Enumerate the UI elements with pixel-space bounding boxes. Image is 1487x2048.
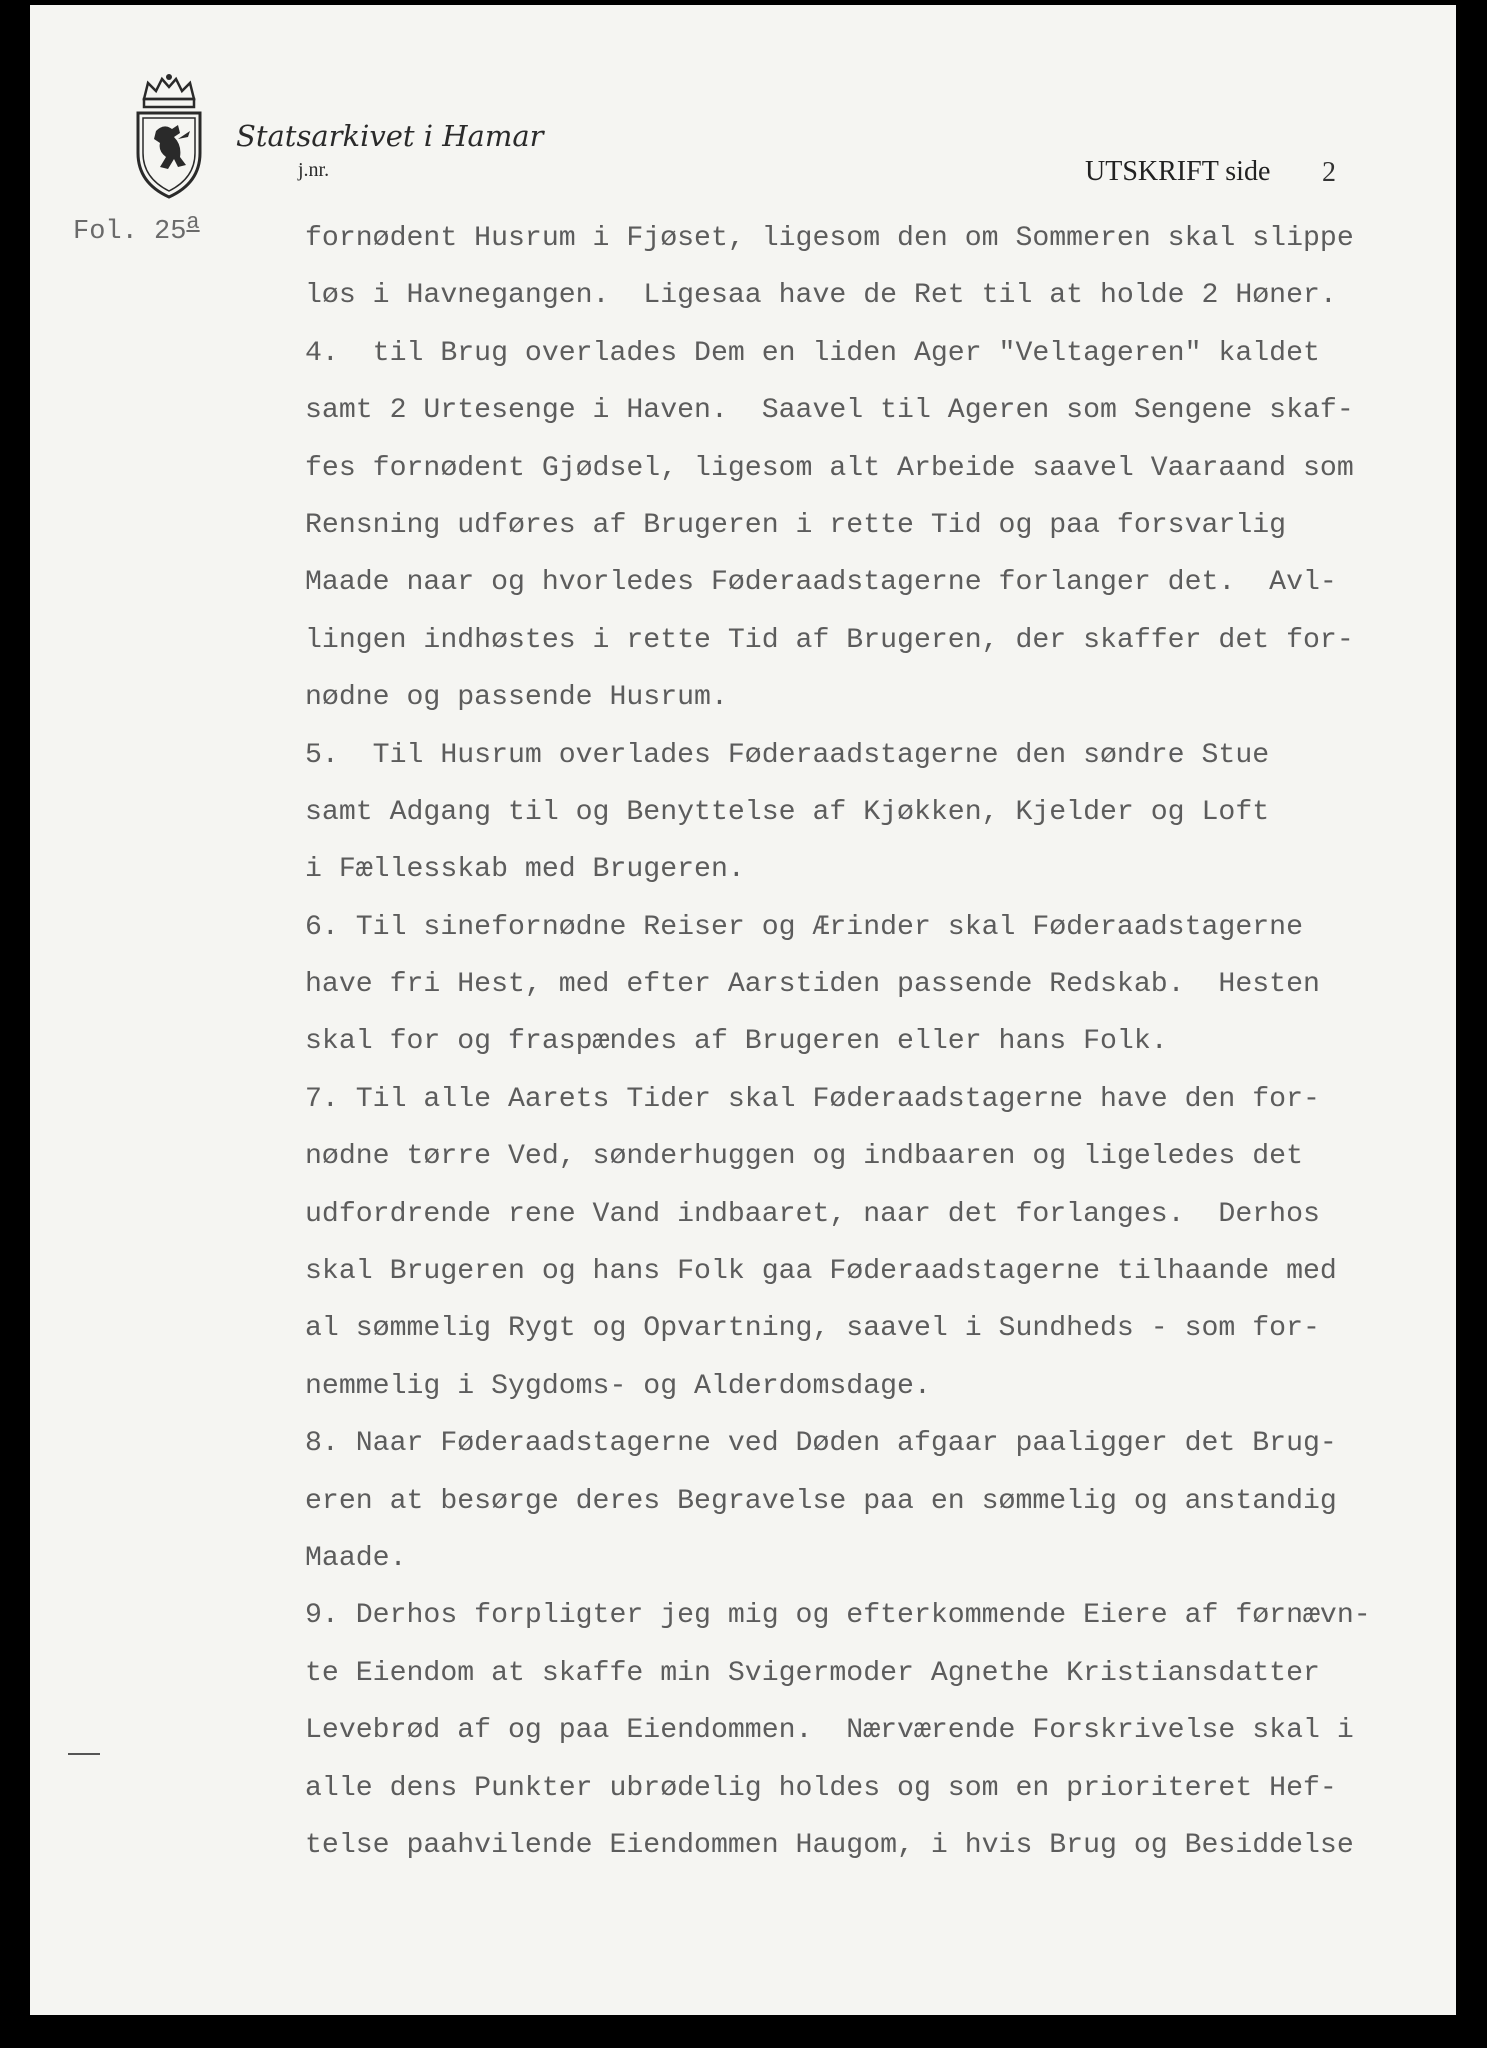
text-line: skal for og fraspændes af Brugeren eller hans Folk.: [305, 1026, 1168, 1058]
folio-label: Fol. 25: [73, 217, 187, 247]
text-line: lingen indhøstes i rette Tid af Brugeren, der skaffer det for-: [305, 624, 1354, 656]
text-line: fornødent Husrum i Fjøset, ligesom den om Sommeren skal slippe: [305, 223, 1354, 254]
institution-name: Statsarkivet i Hamar: [236, 119, 544, 153]
text-line: te Eiendom at skaffe min Svigermoder Agnethe Kristiansdatter: [305, 1657, 1320, 1689]
text-line: 9. Derhos forpligter jeg mig og efterkommende Eiere af førnævn-: [305, 1600, 1371, 1632]
coat-of-arms-icon: [134, 73, 204, 201]
text-line: i Fællesskab med Brugeren.: [305, 854, 745, 886]
text-line: alle dens Punkter ubrødelig holdes og som en prioriteret Hef-: [305, 1772, 1337, 1804]
text-line: 6. Til sinefornødne Reiser og Ærinder skal Føderaadstagerne: [305, 911, 1303, 943]
page-number: 2: [1322, 157, 1336, 188]
text-line: nødne tørre Ved, sønderhuggen og indbaaren og ligeledes det: [305, 1141, 1303, 1173]
text-line: nemmelig i Sygdoms- og Alderdomsdage.: [305, 1370, 931, 1402]
text-line: have fri Hest, med efter Aarstiden passende Redskab. Hesten: [305, 969, 1320, 1001]
text-line: al sømmelig Rygt og Opvartning, saavel i Sundheds - som for-: [305, 1313, 1320, 1345]
text-line: Levebrød af og paa Eiendommen. Nærværende Forskrivelse skal i: [305, 1715, 1354, 1747]
text-line: telse paahvilende Eiendommen Haugom, i hvis Brug og Besiddelse: [305, 1829, 1354, 1861]
text-line: skal Brugeren og hans Folk gaa Føderaadstagerne tilhaande med: [305, 1256, 1337, 1288]
transcript-page-label: UTSKRIFT side: [1085, 156, 1271, 187]
document-body: [305, 210, 1435, 1874]
folio-suffix: a: [186, 210, 200, 235]
text-line: løs i Havnegangen. Ligesaa have de Ret til at holde 2 Høner.: [305, 280, 1337, 312]
text-line: Rensning udføres af Brugeren i rette Tid og paa forsvarlig: [305, 509, 1287, 541]
margin-mark: [68, 1753, 100, 1755]
text-line: 5. Til Husrum overlades Føderaadstagerne den søndre Stue: [305, 739, 1270, 771]
folio-reference: [73, 210, 200, 247]
text-line: Maade naar og hvorledes Føderaadstagerne forlanger det. Avl-: [305, 567, 1337, 599]
document-page: [30, 5, 1456, 2015]
text-line: fes fornødent Gjødsel, ligesom alt Arbeide saavel Vaaraand som: [305, 452, 1354, 484]
text-line: samt 2 Urtesenge i Haven. Saavel til Ageren som Sengene skaf-: [305, 395, 1354, 427]
text-line: nødne og passende Husrum.: [305, 682, 728, 714]
text-line: udfordrende rene Vand indbaaret, naar det forlanges. Derhos: [305, 1198, 1320, 1230]
text-line: samt Adgang til og Benyttelse af Kjøkken, Kjelder og Loft: [305, 796, 1270, 828]
text-line: 8. Naar Føderaadstagerne ved Døden afgaar paaligger det Brug-: [305, 1428, 1337, 1460]
text-line: eren at besørge deres Begravelse paa en sømmelig og anstandig: [305, 1485, 1337, 1517]
text-line: Maade.: [305, 1542, 407, 1574]
text-line: 4. til Brug overlades Dem en liden Ager "Veltageren" kaldet: [305, 337, 1320, 369]
journal-number-label: j.nr.: [298, 159, 330, 181]
text-line: 7. Til alle Aarets Tider skal Føderaadstagerne have den for-: [305, 1083, 1320, 1115]
